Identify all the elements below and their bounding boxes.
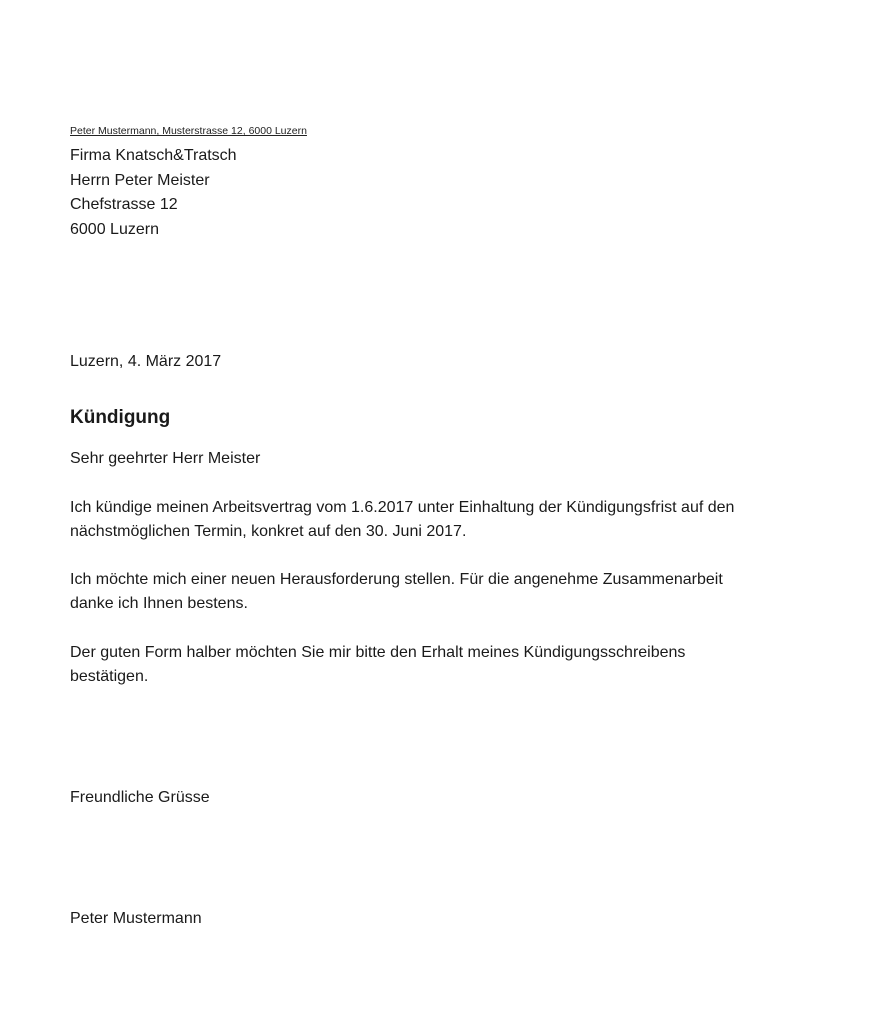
paragraph-line: Ich möchte mich einer neuen Herausforderung stellen. Für die angenehme Zusammenarbeit <box>70 571 723 588</box>
paragraph-line: nächstmöglichen Termin, konkret auf den 30. Juni 2017. <box>70 523 467 540</box>
paragraph-line: bestätigen. <box>70 668 149 685</box>
letter-date: Luzern, 4. März 2017 <box>70 353 222 370</box>
recipient-address-block <box>70 144 237 242</box>
paragraph-line: danke ich Ihnen bestens. <box>70 595 248 612</box>
paragraph-line: Der guten Form halber möchten Sie mir bitte den Erhalt meines Kündigungsschreibens <box>70 644 686 661</box>
letter-subject: Kündigung <box>70 407 171 428</box>
letter-salutation: Sehr geehrter Herr Meister <box>70 450 261 467</box>
recipient-city: 6000 Luzern <box>70 220 159 238</box>
body-paragraph-3 <box>70 641 830 689</box>
signature-name: Peter Mustermann <box>70 910 202 927</box>
paragraph-line: Ich kündige meinen Arbeitsvertrag vom 1.6.2017 unter Einhaltung der Kündigungsfrist auf den <box>70 499 735 516</box>
recipient-company: Firma Knatsch&Tratsch <box>70 147 237 164</box>
recipient-street: Chefstrasse 12 <box>70 196 178 213</box>
body-paragraph-2 <box>70 568 830 616</box>
letter-closing: Freundliche Grüsse <box>70 789 210 806</box>
sender-return-address: Peter Mustermann, Musterstrasse 12, 6000 Luzern <box>70 125 307 137</box>
body-paragraph-1 <box>70 496 830 544</box>
recipient-name: Herrn Peter Meister <box>70 171 210 189</box>
